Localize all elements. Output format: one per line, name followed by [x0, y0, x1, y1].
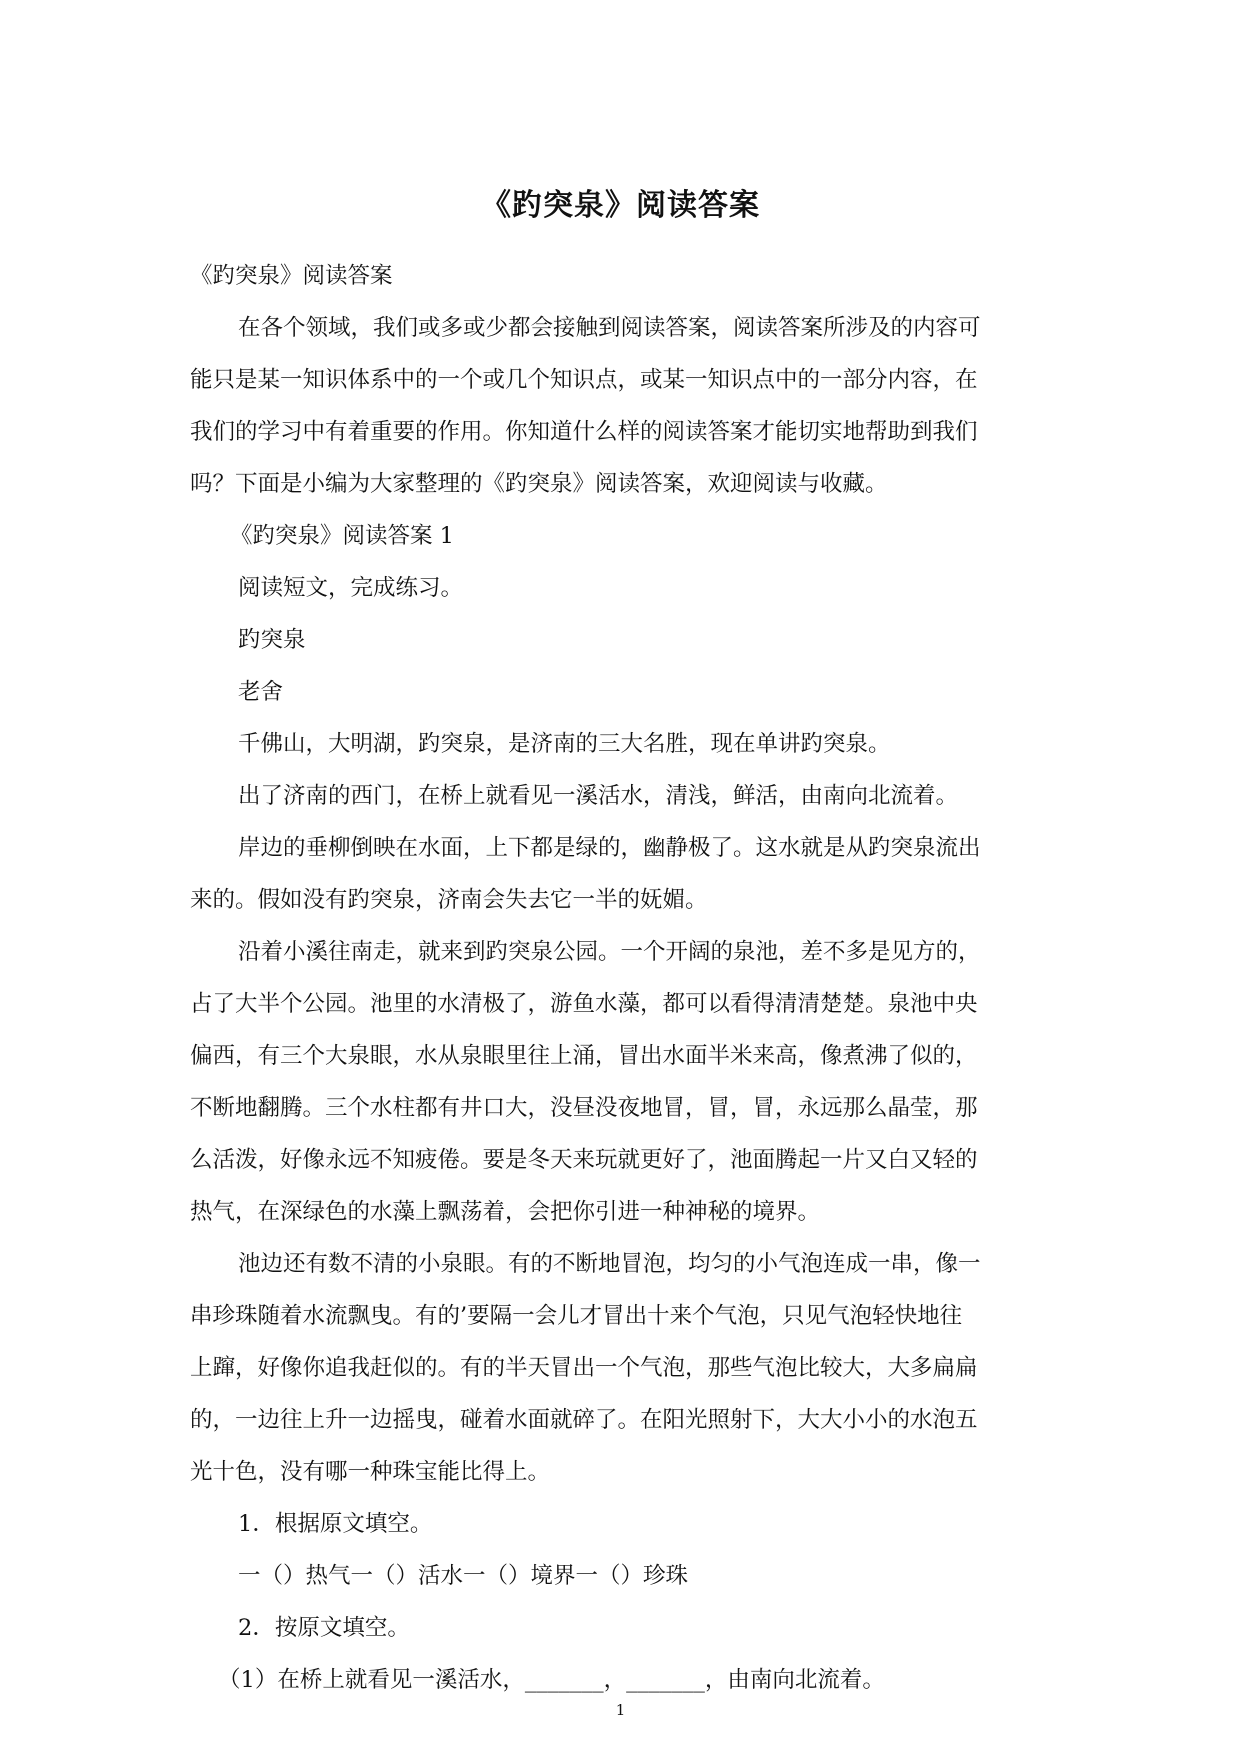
- story-author: 老舍: [238, 679, 284, 705]
- question-2-item-1: （1）在桥上就看见一溪活水，_______，_______，由南向北流着。: [218, 1667, 885, 1693]
- paragraph-line: 上蹿，好像你追我赶似的。有的半天冒出一个气泡，那些气泡比较大，大多扁扁: [190, 1355, 978, 1381]
- section-heading: 《趵突泉》阅读答案 1: [230, 523, 454, 549]
- intro-line: 在各个领域，我们或多或少都会接触到阅读答案，阅读答案所涉及的内容可: [238, 315, 981, 341]
- paragraph-line: 来的。假如没有趵突泉，济南会失去它一半的妩媚。: [190, 887, 708, 913]
- paragraph-line: 偏西，有三个大泉眼，水从泉眼里往上涌，冒出水面半米来高，像煮沸了似的，: [190, 1043, 978, 1069]
- subtitle: 《趵突泉》阅读答案: [190, 263, 393, 289]
- paragraph-line: 占了大半个公园。池里的水清极了，游鱼水藻，都可以看得清清楚楚。泉池中央: [190, 991, 978, 1017]
- intro-line: 能只是某一知识体系中的一个或几个知识点，或某一知识点中的一部分内容，在: [190, 367, 978, 393]
- page-number: 1: [615, 1701, 626, 1719]
- paragraph-line: 热气，在深绿色的水藻上飘荡着，会把你引进一种神秘的境界。: [190, 1199, 821, 1225]
- story-paragraph-5: [190, 1238, 1070, 1498]
- paragraph-line: 沿着小溪往南走，就来到趵突泉公园。一个开阔的泉池，差不多是见方的，: [238, 939, 981, 965]
- story-paragraph-4: [190, 926, 1070, 1238]
- document-title: 《趵突泉》阅读答案: [481, 188, 760, 223]
- question-1: 1．根据原文填空。: [238, 1511, 433, 1537]
- paragraph-line: 光十色，没有哪一种珠宝能比得上。: [190, 1459, 551, 1485]
- question-1-blanks: 一（）热气一（）活水一（）境界一（）珍珠: [238, 1563, 689, 1589]
- intro-paragraph: [190, 302, 1070, 510]
- story-paragraph-1: 千佛山，大明湖，趵突泉，是济南的三大名胜，现在单讲趵突泉。: [238, 731, 891, 757]
- intro-line: 吗？下面是小编为大家整理的《趵突泉》阅读答案，欢迎阅读与收藏。: [190, 471, 888, 497]
- story-title: 趵突泉: [238, 627, 306, 653]
- paragraph-line: 不断地翻腾。三个水柱都有井口大，没昼没夜地冒，冒，冒，永远那么晶莹，那: [190, 1095, 978, 1121]
- paragraph-line: 岸边的垂柳倒映在水面，上下都是绿的，幽静极了。这水就是从趵突泉流出: [238, 835, 981, 861]
- paragraph-line: 串珍珠随着水流飘曳。有的’要隔一会儿才冒出十来个气泡，只见气泡轻快地往: [190, 1303, 963, 1329]
- intro-line: 我们的学习中有着重要的作用。你知道什么样的阅读答案才能切实地帮助到我们: [190, 419, 978, 445]
- question-2: 2．按原文填空。: [238, 1615, 410, 1641]
- paragraph-line: 的，一边往上升一边摇曳，碰着水面就碎了。在阳光照射下，大大小小的水泡五: [190, 1407, 978, 1433]
- story-paragraph-2: 出了济南的西门，在桥上就看见一溪活水，清浅，鲜活，由南向北流着。: [238, 783, 959, 809]
- paragraph-line: 池边还有数不清的小泉眼。有的不断地冒泡，均匀的小气泡连成一串，像一: [238, 1251, 981, 1277]
- document-body: [190, 250, 1070, 1706]
- instruction-text: 阅读短文，完成练习。: [238, 575, 464, 601]
- story-paragraph-3: [190, 822, 1070, 926]
- paragraph-line: 么活泼，好像永远不知疲倦。要是冬天来玩就更好了，池面腾起一片又白又轻的: [190, 1147, 978, 1173]
